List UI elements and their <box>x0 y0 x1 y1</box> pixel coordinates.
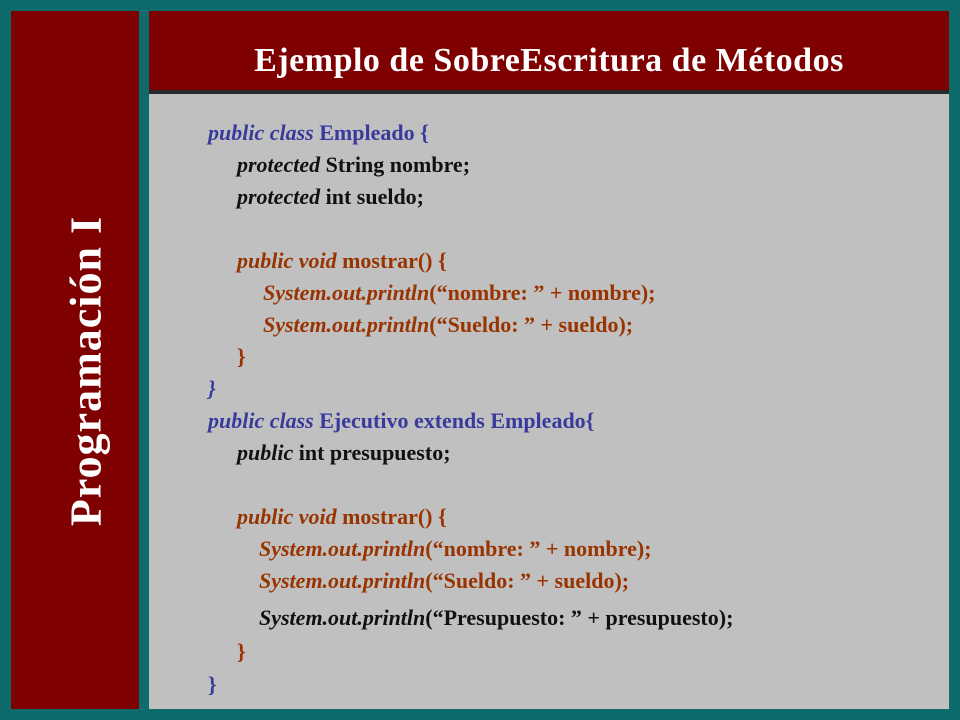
code-text: } <box>237 344 246 369</box>
code-line-method-mostrar <box>237 248 447 274</box>
code-line-println-presupuesto <box>259 605 733 631</box>
code-line-class-empleado <box>208 120 429 146</box>
code-text: (“Presupuesto: ” + presupuesto); <box>425 605 734 630</box>
code-line-println-nombre-2 <box>259 536 651 562</box>
keyword: public class <box>208 120 314 145</box>
code-text: mostrar() { <box>336 248 447 273</box>
code-text: Empleado { <box>313 120 429 145</box>
code-text: String nombre; <box>320 152 471 177</box>
keyword: protected <box>237 184 321 209</box>
code-line-close-method <box>237 344 246 370</box>
code-line-field-nombre <box>237 152 470 178</box>
code-line-class-ejecutivo <box>208 408 594 434</box>
sidebar-title: Programación I <box>61 215 111 527</box>
keyword: public void <box>237 248 337 273</box>
code-line-method-mostrar-override <box>237 504 447 530</box>
code-line-close-method-2 <box>237 639 246 665</box>
keyword: System.out.println <box>263 312 430 337</box>
keyword: public class <box>208 408 314 433</box>
page-title: Ejemplo de SobreEscritura de Métodos <box>254 42 844 79</box>
keyword: System.out.println <box>263 280 430 305</box>
code-text: } <box>208 376 216 401</box>
sidebar <box>11 11 139 709</box>
code-line-println-sueldo-2 <box>259 568 629 594</box>
code-line-close-class-2 <box>208 672 217 698</box>
code-panel <box>149 94 949 709</box>
code-text: int presupuesto; <box>293 440 451 465</box>
code-text: (“nombre: ” + nombre); <box>429 280 656 305</box>
keyword: System.out.println <box>259 605 426 630</box>
code-text: } <box>208 672 217 697</box>
code-line-close-class <box>208 376 216 402</box>
code-line-println-nombre <box>263 280 655 306</box>
keyword: public <box>237 440 294 465</box>
code-line-field-sueldo <box>237 184 424 210</box>
code-text: (“Sueldo: ” + sueldo); <box>425 568 630 593</box>
code-text: int sueldo; <box>320 184 425 209</box>
code-text: (“Sueldo: ” + sueldo); <box>429 312 634 337</box>
keyword: public void <box>237 504 337 529</box>
code-text: (“nombre: ” + nombre); <box>425 536 652 561</box>
code-text: } <box>237 639 246 664</box>
code-text: mostrar() { <box>336 504 447 529</box>
keyword: protected <box>237 152 321 177</box>
code-line-field-presupuesto <box>237 440 451 466</box>
code-line-println-sueldo <box>263 312 633 338</box>
keyword: System.out.println <box>259 568 426 593</box>
keyword: System.out.println <box>259 536 426 561</box>
code-text: Ejecutivo extends Empleado{ <box>313 408 595 433</box>
title-bar <box>149 11 949 90</box>
